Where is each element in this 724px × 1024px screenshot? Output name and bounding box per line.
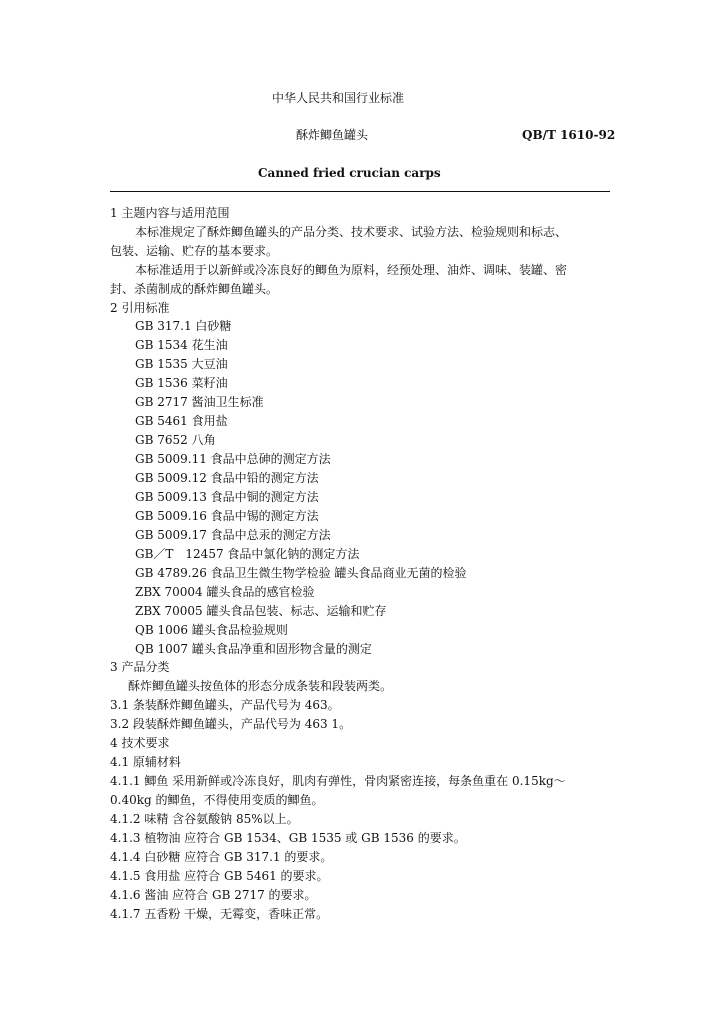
reference-item: GB 5009.17 食品中总汞的测定方法 — [135, 528, 331, 542]
standard-org-heading: 中华人民共和国行业标准 — [272, 91, 405, 105]
reference-item: GB 1534 花生油 — [135, 338, 228, 352]
clause-item: 4.1.5 食用盐 应符合 GB 5461 的要求。 — [110, 869, 329, 883]
clause-item: 4.1.1 鲫鱼 采用新鲜或冷冻良好，肌肉有弹性，骨肉紧密连接，每条鱼重在 0.15kg～ — [110, 774, 566, 788]
clause-item: 4.1.4 白砂糖 应符合 GB 317.1 的要求。 — [110, 850, 333, 864]
reference-item: GB 5009.12 食品中铅的测定方法 — [135, 471, 319, 485]
reference-item: GB 5461 食用盐 — [135, 414, 228, 428]
reference-item: GB 2717 酱油卫生标准 — [135, 395, 264, 409]
reference-item: QB 1006 罐头食品检验规则 — [135, 623, 288, 637]
paragraph-line: 包装、运输、贮存的基本要求。 — [110, 244, 279, 258]
standard-title-cn: 酥炸鲫鱼罐头 — [296, 128, 369, 142]
clause-item: 4.1.7 五香粉 干燥，无霉变，香味正常。 — [110, 907, 329, 921]
paragraph-line: 本标准适用于以新鲜或冷冻良好的鲫鱼为原料，经预处理、油炸、调味、装罐、密 — [135, 263, 568, 277]
section-4-heading: 4 技术要求 — [110, 736, 170, 750]
reference-item: GB 1535 大豆油 — [135, 357, 228, 371]
clause-item: 3.2 段装酥炸鲫鱼罐头，产品代号为 463 1。 — [110, 717, 352, 731]
reference-item: GB 5009.16 食品中锡的测定方法 — [135, 509, 319, 523]
reference-item: GB／T 12457 食品中氯化钠的测定方法 — [135, 547, 360, 561]
section-3-heading: 3 产品分类 — [110, 660, 170, 674]
reference-item: GB 5009.13 食品中铜的测定方法 — [135, 490, 319, 504]
clause-item: 4.1.2 味精 含谷氨酸钠 85%以上。 — [110, 812, 299, 826]
subsection-heading: 4.1 原辅材料 — [110, 755, 181, 769]
section-2-heading: 2 引用标准 — [110, 301, 170, 315]
standard-code: QB/T 1610-92 — [522, 128, 616, 142]
reference-item: QB 1007 罐头食品净重和固形物含量的测定 — [135, 642, 372, 656]
paragraph-line: 封、杀菌制成的酥炸鲫鱼罐头。 — [110, 282, 279, 296]
clause-item: 4.1.3 植物油 应符合 GB 1534、GB 1535 或 GB 1536 的要求。 — [110, 831, 466, 845]
clause-item: 0.40kg 的鲫鱼，不得使用变质的鲫鱼。 — [110, 793, 324, 807]
header-divider — [110, 191, 610, 192]
reference-item: GB 317.1 白砂糖 — [135, 319, 232, 333]
reference-item: ZBX 70005 罐头食品包装、标志、运输和贮存 — [135, 604, 387, 618]
reference-item: GB 5009.11 食品中总砷的测定方法 — [135, 452, 331, 466]
section-1-heading: 1 主题内容与适用范围 — [110, 206, 230, 220]
reference-item: GB 1536 菜籽油 — [135, 376, 228, 390]
clause-item: 3.1 条装酥炸鲫鱼罐头，产品代号为 463。 — [110, 698, 340, 712]
reference-item: ZBX 70004 罐头食品的感官检验 — [135, 585, 315, 599]
paragraph-line: 酥炸鲫鱼罐头按鱼体的形态分成条装和段装两类。 — [128, 679, 393, 693]
reference-item: GB 4789.26 食品卫生微生物学检验 罐头食品商业无菌的检验 — [135, 566, 467, 580]
paragraph-line: 本标准规定了酥炸鲫鱼罐头的产品分类、技术要求、试验方法、检验规则和标志、 — [135, 225, 568, 239]
clause-item: 4.1.6 酱油 应符合 GB 2717 的要求。 — [110, 888, 317, 902]
reference-item: GB 7652 八角 — [135, 433, 216, 447]
standard-title-en: Canned fried crucian carps — [258, 166, 441, 180]
